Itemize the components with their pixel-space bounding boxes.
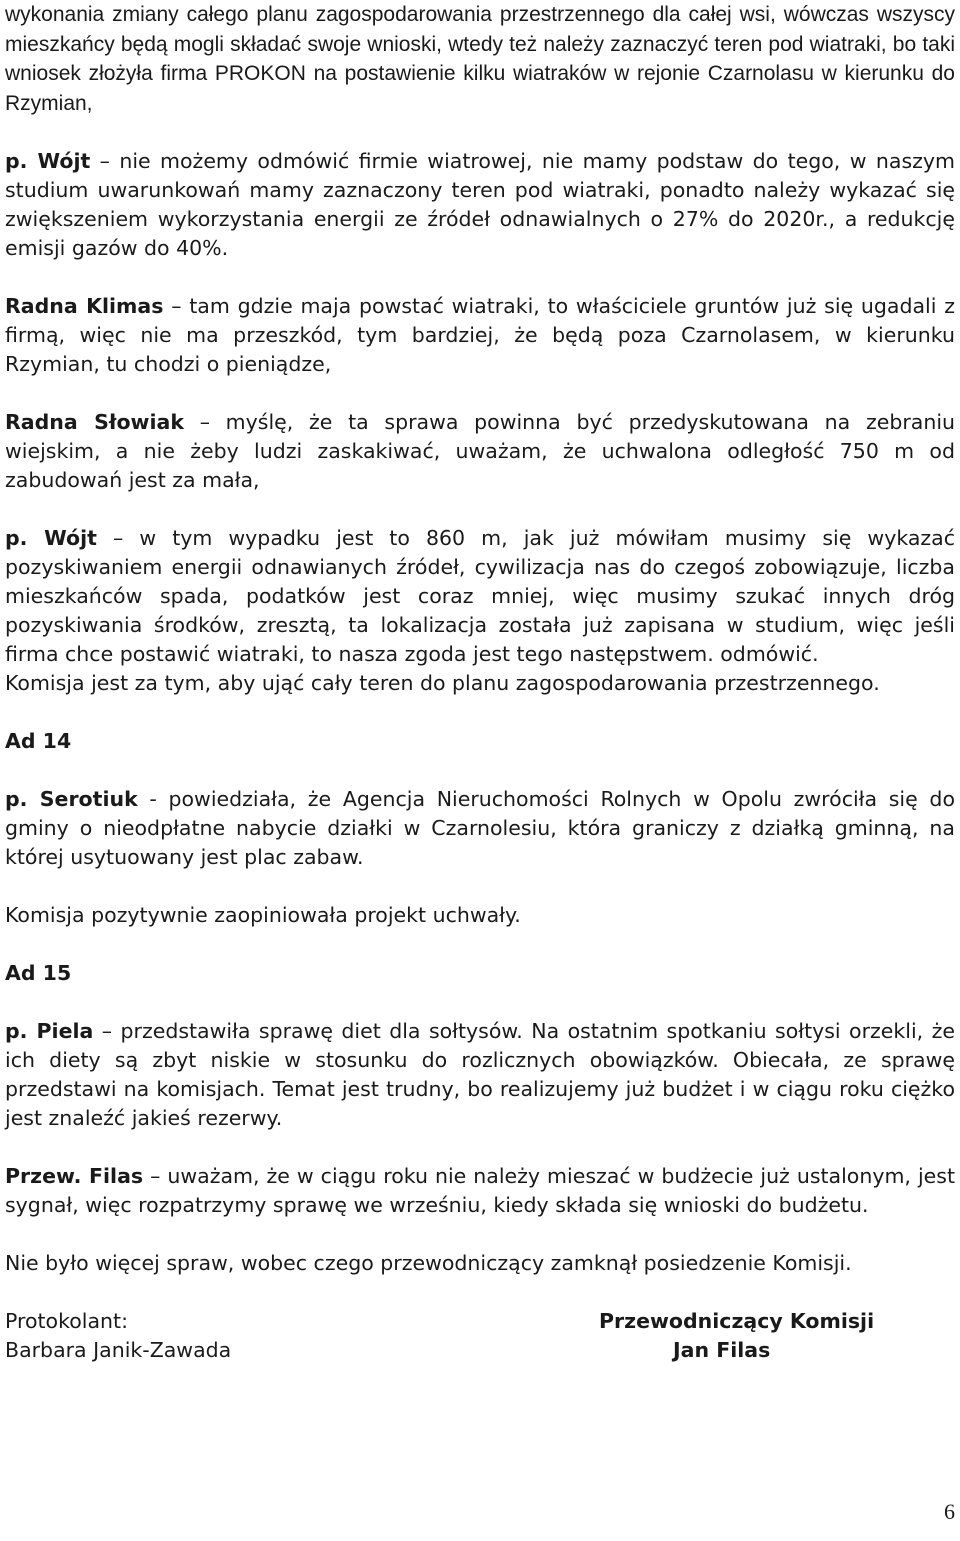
paragraph-slowiak xyxy=(5,408,955,495)
paragraph-text: – nie możemy odmówić firmie wiatrowej, nie mamy podstaw do tego, w naszym studium uwarunkowań mamy zaznaczony teren pod wiatraki, ponadto należy wykazać się zwiększeniem wykorzystania energii ze źródeł odnawialnych o 27% do 2020r., a redukcję emisji gazów do 40%. xyxy=(5,149,955,260)
recorder-name: Barbara Janik-Zawada xyxy=(5,1338,232,1362)
paragraph-text: – uważam, że w ciągu roku nie należy mieszać w budżecie już ustalonym, jest sygnał, więc rozpatrzymy sprawę we wrześniu, kiedy składa się wnioski do budżetu. xyxy=(5,1164,955,1217)
spacer xyxy=(5,698,955,727)
section-heading-text: Ad 15 xyxy=(5,961,72,985)
speaker-name: p. Serotiuk xyxy=(5,787,138,811)
paragraph-wojt-2 xyxy=(5,524,955,669)
spacer xyxy=(5,1278,955,1307)
spacer xyxy=(5,872,955,901)
page-number: 6 xyxy=(944,1499,955,1524)
speaker-name: Radna Klimas xyxy=(5,294,164,318)
speaker-name: p. Wójt xyxy=(5,526,97,550)
speaker-name: Radna Słowiak xyxy=(5,410,184,434)
commission-opinion-ad14: Komisja pozytywnie zaopiniowała projekt uchwały. xyxy=(5,903,521,927)
spacer xyxy=(5,988,955,1017)
speaker-name: p. Wójt xyxy=(5,149,91,173)
paragraph-text: – przedstawiła sprawę diet dla sołtysów. Na ostatnim spotkaniu sołtysi orzekli, że ich diety są zbyt niskie w stosunku do rozlicznych obowiązków. Obiecała, ze sprawę przedstawi na komisjach. Temat jest trudny, bo realizujemy już budżet i w ciągu roku ciężko jest znaleźć jakieś rezerwy. xyxy=(5,1019,956,1130)
paragraph-text: – myślę, że ta sprawa powinna być przedyskutowana na zebraniu wiejskim, a nie żeby ludzi zaskakiwać, uważam, że uchwalona odległość 750 m od zabudowań jest za mała, xyxy=(5,410,956,492)
spacer xyxy=(5,756,955,785)
signature-chairman xyxy=(599,1307,874,1365)
spacer xyxy=(5,1220,955,1249)
paragraph-text: – w tym wypadku jest to 860 m, jak już mówiłam musimy się wykazać pozyskiwaniem energii odnawianych źródeł, cywilizacja nas do czegoś zobowiązuje, liczba mieszkańców spada, podatków jest coraz mniej, więc musimy szukać innych dróg pozyskiwania środków, zresztą, ta lokalizacja została już zapisana w studium, więc jeśli firma chce postawić wiatraki, to nasza zgoda jest tego następstwem. odmówić. xyxy=(5,526,955,666)
speaker-name: Przew. Filas xyxy=(5,1164,144,1188)
paragraph-filas xyxy=(5,1162,955,1220)
paragraph-klimas xyxy=(5,292,955,379)
signatures-block xyxy=(5,1307,955,1367)
chairman-name: Jan Filas xyxy=(673,1338,771,1362)
closing-statement: Nie było więcej spraw, wobec czego przewodniczący zamknął posiedzenie Komisji. xyxy=(5,1251,852,1275)
spacer xyxy=(5,263,955,292)
section-heading-ad14 xyxy=(5,727,955,756)
intro-paragraph: wykonania zmiany całego planu zagospodarowania przestrzennego dla całej wsi, wówczas wszyscy mieszkańcy będą mogli składać swoje wnioski, wtedy też należy zaznaczyć teren pod wiatraki, bo taki wniosek złożyła firma PROKON na postawienie kilku wiatraków w rejonie Czarnolasu w kierunku do Rzymian, xyxy=(5,3,955,115)
spacer xyxy=(5,118,955,147)
commission-opinion-14: Komisja jest za tym, aby ująć cały teren do planu zagospodarowania przestrzennego. xyxy=(5,671,880,695)
spacer xyxy=(5,495,955,524)
spacer xyxy=(5,930,955,959)
section-heading-ad15 xyxy=(5,959,955,988)
section-heading-text: Ad 14 xyxy=(5,729,72,753)
signature-recorder xyxy=(5,1307,231,1365)
speaker-name: p. Piela xyxy=(5,1019,94,1043)
paragraph-piela xyxy=(5,1017,955,1133)
chairman-title: Przewodniczący Komisji xyxy=(599,1309,875,1333)
paragraph-text: – tam gdzie maja powstać wiatraki, to właściciele gruntów już się ugadali z firmą, więc nie ma przeszkód, tym bardziej, że będą poza Czarnolasem, w kierunku Rzymian, tu chodzi o pieniądze, xyxy=(5,294,955,376)
document-page xyxy=(5,0,955,1367)
spacer xyxy=(5,379,955,408)
paragraph-serotiuk xyxy=(5,785,955,872)
spacer xyxy=(5,1133,955,1162)
paragraph-text: - powiedziała, że Agencja Nieruchomości Rolnych w Opolu zwróciła się do gminy o nieodpłatne nabycie działki w Czarnolesiu, która graniczy z działką gminną, na której usytuowany jest plac zabaw. xyxy=(5,787,955,869)
paragraph-wojt-1 xyxy=(5,147,955,263)
recorder-title: Protokolant: xyxy=(5,1309,128,1333)
